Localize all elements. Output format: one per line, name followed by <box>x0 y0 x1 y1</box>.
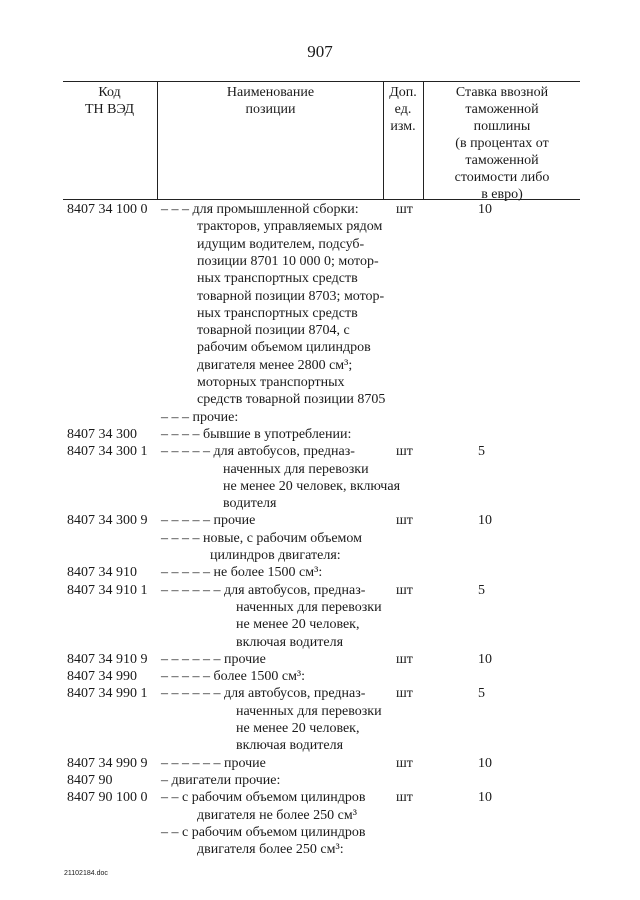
row-rate: 5 <box>478 583 485 598</box>
row-rate: 10 <box>478 756 492 771</box>
row-rate: 10 <box>478 513 492 528</box>
row-unit: шт <box>396 686 413 701</box>
header-name <box>158 84 383 118</box>
row-name: – – – – – – прочие <box>161 652 266 667</box>
row-name: идущим водителем, подсуб- <box>197 237 365 252</box>
header-code <box>63 84 156 118</box>
row-name: не менее 20 человек, включая <box>223 479 401 494</box>
row-code: 8407 34 910 <box>67 565 137 580</box>
row-name: включая водителя <box>236 738 344 753</box>
row-name: ных транспортных средств <box>197 271 358 286</box>
row-rate: 10 <box>478 652 492 667</box>
row-name: – – с рабочим объемом цилиндров <box>161 790 366 805</box>
row-unit: шт <box>396 202 413 217</box>
row-unit: шт <box>396 444 413 459</box>
row-code: 8407 34 990 9 <box>67 756 148 771</box>
row-name: наченных для перевозки <box>223 462 369 477</box>
row-code: 8407 34 910 1 <box>67 583 148 598</box>
header-unit <box>384 84 422 135</box>
row-name: двигателя менее 2800 см³; <box>197 358 353 373</box>
header-rate-line: таможенной <box>465 153 539 168</box>
row-name: – – – – – – прочие <box>161 756 266 771</box>
header-name-line: Наименование <box>226 85 315 100</box>
row-name: – – – – бывшие в употреблении: <box>161 427 352 442</box>
row-name: наченных для перевозки <box>236 704 382 719</box>
page-number: 907 <box>307 42 333 61</box>
row-name: включая водителя <box>236 635 344 650</box>
header-unit-line: изм. <box>390 119 416 134</box>
header-rate-line: в евро) <box>481 187 523 202</box>
header-name-line: позиции <box>245 102 296 117</box>
row-code: 8407 34 300 9 <box>67 513 148 528</box>
row-name: товарной позиции 8704, с <box>197 323 350 338</box>
row-code: 8407 34 910 9 <box>67 652 148 667</box>
file-name-footer: 21102184.doc <box>64 870 108 877</box>
row-name: не менее 20 человек, <box>236 721 360 736</box>
row-name: – – – – новые, с рабочим объемом <box>161 531 362 546</box>
row-code: 8407 34 990 1 <box>67 686 148 701</box>
header-rate <box>424 84 580 203</box>
row-name: двигателя не более 250 см³ <box>197 808 357 823</box>
row-unit: шт <box>396 513 413 528</box>
row-name: – – – – – для автобусов, предназ- <box>161 444 355 459</box>
row-name: – двигатели прочие: <box>161 773 281 788</box>
row-name: – – – прочие: <box>161 410 239 425</box>
row-name: – – – – – прочие <box>161 513 256 528</box>
row-name: тракторов, управляемых рядом <box>197 219 383 234</box>
header-rate-line: пошлины <box>473 119 531 134</box>
row-code: 8407 34 100 0 <box>67 202 148 217</box>
header-code-line: ТН ВЭД <box>84 102 135 117</box>
header-unit-line: Доп. <box>389 85 417 100</box>
row-name: позиции 8701 10 000 0; мотор- <box>197 254 379 269</box>
row-name: двигателя более 250 см³: <box>197 842 344 857</box>
row-name: – – с рабочим объемом цилиндров <box>161 825 366 840</box>
row-unit: шт <box>396 756 413 771</box>
row-name: – – – для промышленной сборки: <box>161 202 359 217</box>
row-name: – – – – – – для автобусов, предназ- <box>161 686 366 701</box>
row-code: 8407 34 990 <box>67 669 137 684</box>
header-rate-line: таможенной <box>465 102 539 117</box>
row-unit: шт <box>396 652 413 667</box>
table-top-rule <box>63 81 580 82</box>
row-name: моторных транспортных <box>197 375 345 390</box>
row-rate: 10 <box>478 790 492 805</box>
row-name: водителя <box>223 496 277 511</box>
header-code-line: Код <box>98 85 121 100</box>
row-unit: шт <box>396 790 413 805</box>
row-rate: 10 <box>478 202 492 217</box>
row-name: цилиндров двигателя: <box>210 548 341 563</box>
row-name: – – – – – – для автобусов, предназ- <box>161 583 366 598</box>
row-name: товарной позиции 8703; мотор- <box>197 289 385 304</box>
row-code: 8407 34 300 <box>67 427 137 442</box>
row-name: не менее 20 человек, <box>236 617 360 632</box>
row-code: 8407 90 100 0 <box>67 790 148 805</box>
row-name: средств товарной позиции 8705 <box>197 392 386 407</box>
header-rate-line: стоимости либо <box>454 170 550 185</box>
row-unit: шт <box>396 583 413 598</box>
header-unit-line: ед. <box>394 102 412 117</box>
row-name: – – – – – не более 1500 см³: <box>161 565 323 580</box>
row-code: 8407 34 300 1 <box>67 444 148 459</box>
row-name: – – – – – более 1500 см³: <box>161 669 306 684</box>
header-rate-line: Ставка ввозной <box>455 85 549 100</box>
row-rate: 5 <box>478 444 485 459</box>
row-name: ных транспортных средств <box>197 306 358 321</box>
row-name: наченных для перевозки <box>236 600 382 615</box>
row-code: 8407 90 <box>67 773 113 788</box>
header-rate-line: (в процентах от <box>455 136 549 151</box>
row-name: рабочим объемом цилиндров <box>197 340 371 355</box>
row-rate: 5 <box>478 686 485 701</box>
